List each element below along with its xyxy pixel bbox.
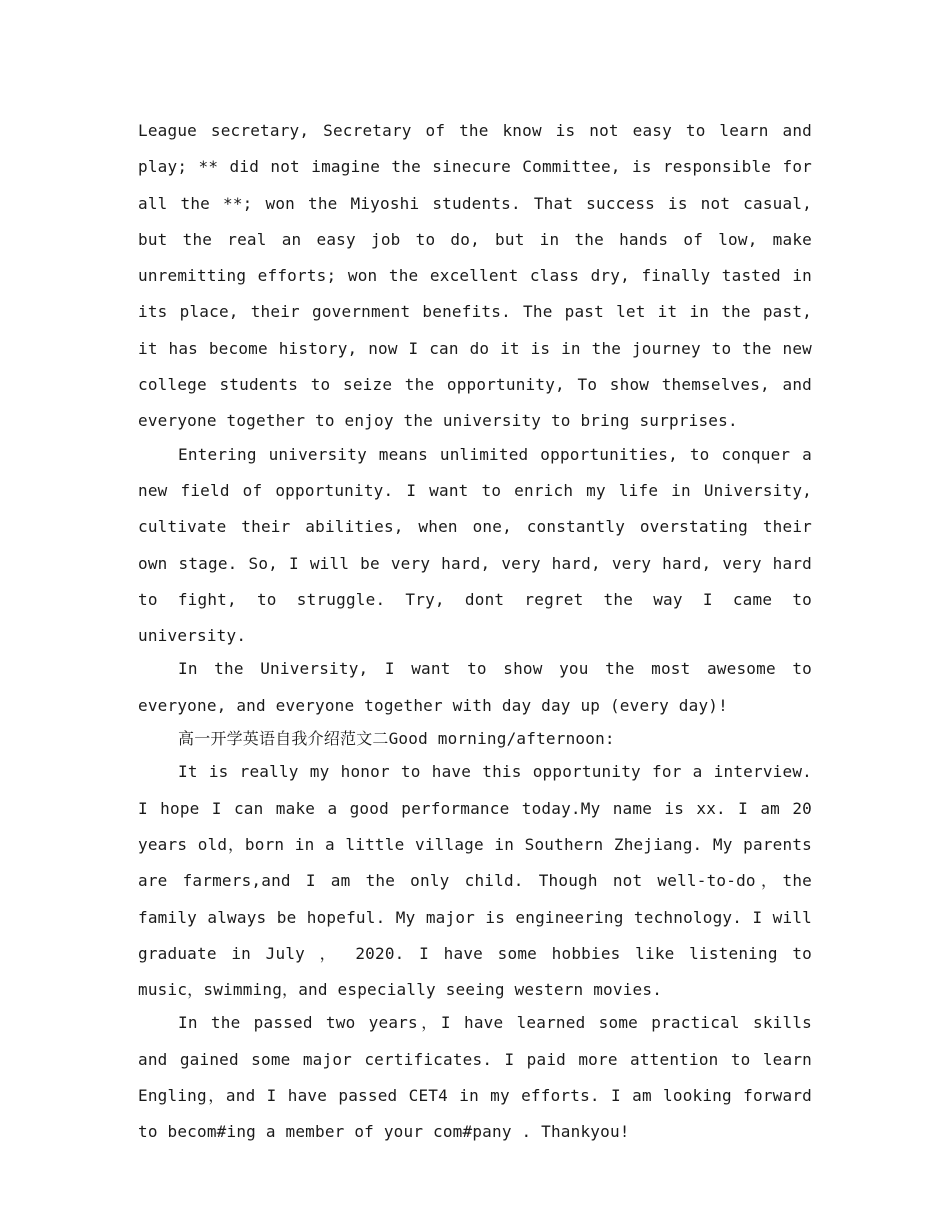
paragraph-league-secretary: League secretary, Secretary of the know is not easy to learn and play; ** did not imagine the sinecure Committee, is responsible for all the **; won the Miyoshi students. That success is not casual, but the real an easy job to do, but in the hands of low, make unremitting efforts; won the excellent class dry, finally tasted in its place, their government benefits. The past let it in the past, it has become history, now I can do it is in the journey to the new college students to seize the opportunity, To show themselves, and everyone together to enjoy the university to bring surprises. [138,121,812,431]
paragraph-interview-intro: It is really my honor to have this opportunity for a interview. I hope I can make a good performance today.My name is xx. I am 20 years old，born in a little village in Southern Zhejiang. My parents are farmers,and I am the only child. Though not well-to-do，the family always be hopeful. My major is engineering technology. I will graduate in July ， 2020. I have some hobbies like listening to music，swimming，and especially seeing western movies. [138,762,812,1000]
document-body [138,113,812,1148]
paragraph-entering-university: Entering university means unlimited opportunities, to conquer a new field of opportunity. I want to enrich my life in University, cultivate their abilities, when one, constantly overstating their own stage. So, I will be very hard, very hard, very hard, very hard to fight, to struggle. Try, dont regret the way I came to university. [138,444,812,646]
paragraph-practical-skills: In the passed two years，I have learned some practical skills and gained some major certificates. I paid more attention to learn Engling，and I have passed CET4 in my efforts. I am looking forward to becom#ing a member of your com#pany . Thankyou! [138,1013,812,1142]
section-heading: 高一开学英语自我介绍范文二Good morning/afternoon: [178,729,615,749]
paragraph-show-awesome: In the University, I want to show you the most awesome to everyone, and everyone together with day day up (every day)! [138,659,812,715]
